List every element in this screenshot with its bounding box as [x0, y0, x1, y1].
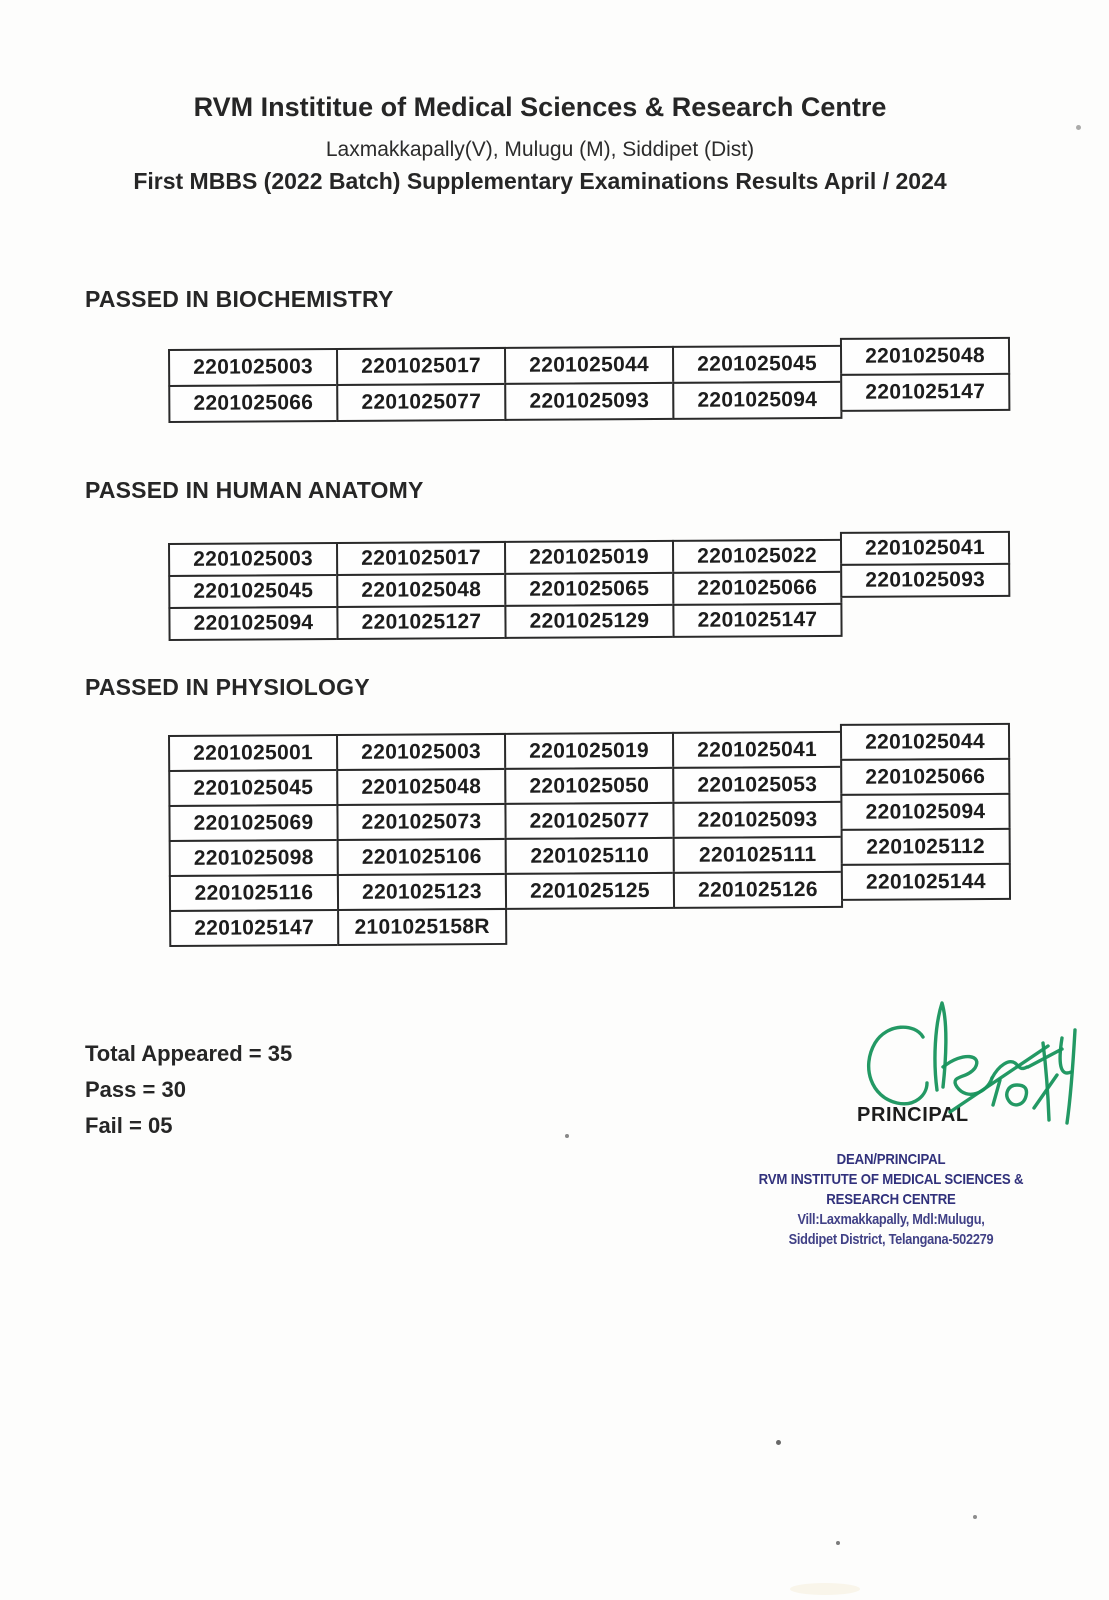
roll-number-cell: 2201025017 [336, 541, 506, 576]
roll-number-cell: 2201025050 [504, 767, 674, 805]
total-appeared-line: Total Appeared = 35 [85, 1041, 293, 1066]
section-heading-physiology: PASSED IN PHYSIOLOGY [85, 674, 370, 700]
roll-number-cell: 2201025093 [840, 563, 1010, 598]
institute-address: Laxmakkapally(V), Mulugu (M), Siddipet (Dist) [325, 138, 755, 161]
human-anatomy-results-table [168, 538, 1011, 641]
roll-number-cell: 2201025144 [841, 863, 1011, 901]
table-row [168, 380, 1010, 423]
roll-number-cell: 2201025048 [840, 337, 1010, 376]
table-row [169, 905, 1011, 947]
section-heading-biochemistry: PASSED IN BIOCHEMISTRY [85, 286, 394, 312]
roll-number-cell: 2201025048 [336, 573, 506, 608]
institute-name: RVM Instititue of Medical Sciences & Research Centre [193, 92, 887, 122]
roll-number-cell: 2201025093 [504, 382, 674, 421]
roll-number-cell: 2201025106 [337, 838, 507, 876]
dean-principal-stamp [746, 1150, 1036, 1250]
roll-number-cell: 2201025022 [672, 539, 842, 574]
roll-number-cell: 2201025003 [168, 348, 338, 387]
roll-number-cell: 2201025066 [672, 571, 842, 606]
roll-number-cell: 2201025112 [841, 828, 1011, 866]
roll-number-cell: 2201025041 [840, 531, 1010, 566]
scan-speck [1076, 125, 1081, 130]
roll-number-cell: 2201025053 [672, 766, 842, 804]
roll-number-cell: 2201025125 [505, 872, 675, 910]
roll-number-cell: 2101025158R [337, 908, 507, 946]
scan-smudge [790, 1583, 860, 1595]
roll-number-cell: 2201025126 [673, 871, 843, 909]
roll-number-cell: 2201025093 [672, 801, 842, 839]
scan-speck [836, 1541, 840, 1545]
roll-number-cell: 2201025127 [336, 605, 506, 640]
roll-number-cell: 2201025110 [505, 837, 675, 875]
scan-speck [776, 1440, 781, 1445]
stamp-line-institute-2: RESEARCH CENTRE [826, 1191, 956, 1208]
stamp-line-address-2: Siddipet District, Telangana-502279 [788, 1232, 994, 1248]
roll-number-cell: 2201025019 [504, 732, 674, 770]
stamp-line-designation: DEAN/PRINCIPAL [836, 1151, 946, 1168]
roll-number-cell: 2201025003 [168, 542, 338, 577]
roll-number-cell: 2201025147 [672, 603, 842, 638]
roll-number-cell: 2201025001 [168, 734, 338, 772]
roll-number-cell: 2201025111 [673, 836, 843, 874]
roll-number-cell: 2201025045 [168, 769, 338, 807]
roll-number-cell: 2201025077 [336, 383, 506, 422]
roll-number-cell: 2201025129 [504, 604, 674, 639]
principal-label: PRINCIPAL [857, 1104, 969, 1126]
roll-number-cell: 2201025044 [504, 346, 674, 385]
section-heading-human-anatomy: PASSED IN HUMAN ANATOMY [85, 477, 424, 503]
summary-block [85, 1036, 292, 1144]
stamp-line-address-1: Vill:Laxmakkapally, Mdl:Mulugu, [797, 1212, 985, 1228]
roll-number-cell: 2201025066 [168, 384, 338, 423]
roll-number-cell: 2201025116 [169, 874, 339, 912]
exam-title: First MBBS (2022 Batch) Supplementary Examinations Results April / 2024 [133, 168, 947, 194]
fail-count-line: Fail = 05 [85, 1113, 173, 1138]
roll-number-cell: 2201025147 [169, 909, 339, 947]
roll-number-cell: 2201025045 [168, 574, 338, 609]
biochemistry-results-table [168, 344, 1010, 423]
roll-number-cell: 2201025045 [672, 345, 842, 384]
roll-number-cell: 2201025077 [504, 802, 674, 840]
roll-number-cell: 2201025147 [840, 373, 1010, 412]
roll-number-cell: 2201025094 [840, 793, 1010, 831]
roll-number-cell: 2201025019 [504, 540, 674, 575]
roll-number-cell: 2201025073 [336, 803, 506, 841]
roll-number-cell: 2201025017 [336, 347, 506, 386]
roll-number-cell: 2201025094 [672, 381, 842, 420]
roll-number-cell: 2201025098 [169, 839, 339, 877]
roll-number-cell: 2201025003 [336, 733, 506, 771]
roll-number-cell: 2201025044 [840, 723, 1010, 761]
roll-number-cell: 2201025066 [840, 758, 1010, 796]
table-row [168, 602, 1010, 641]
scan-speck [973, 1515, 977, 1519]
scan-speck [565, 1134, 569, 1138]
physiology-results-table [168, 730, 1011, 947]
roll-number-cell: 2201025048 [336, 768, 506, 806]
stamp-line-institute-1: RVM INSTITUTE OF MEDICAL SCIENCES & [758, 1171, 1024, 1188]
pass-count-line: Pass = 30 [85, 1077, 186, 1102]
roll-number-cell: 2201025094 [168, 606, 338, 641]
principal-signature [815, 975, 1105, 1135]
roll-number-cell: 2201025123 [337, 873, 507, 911]
roll-number-cell: 2201025041 [672, 731, 842, 769]
roll-number-cell: 2201025069 [168, 804, 338, 842]
roll-number-cell: 2201025065 [504, 572, 674, 607]
